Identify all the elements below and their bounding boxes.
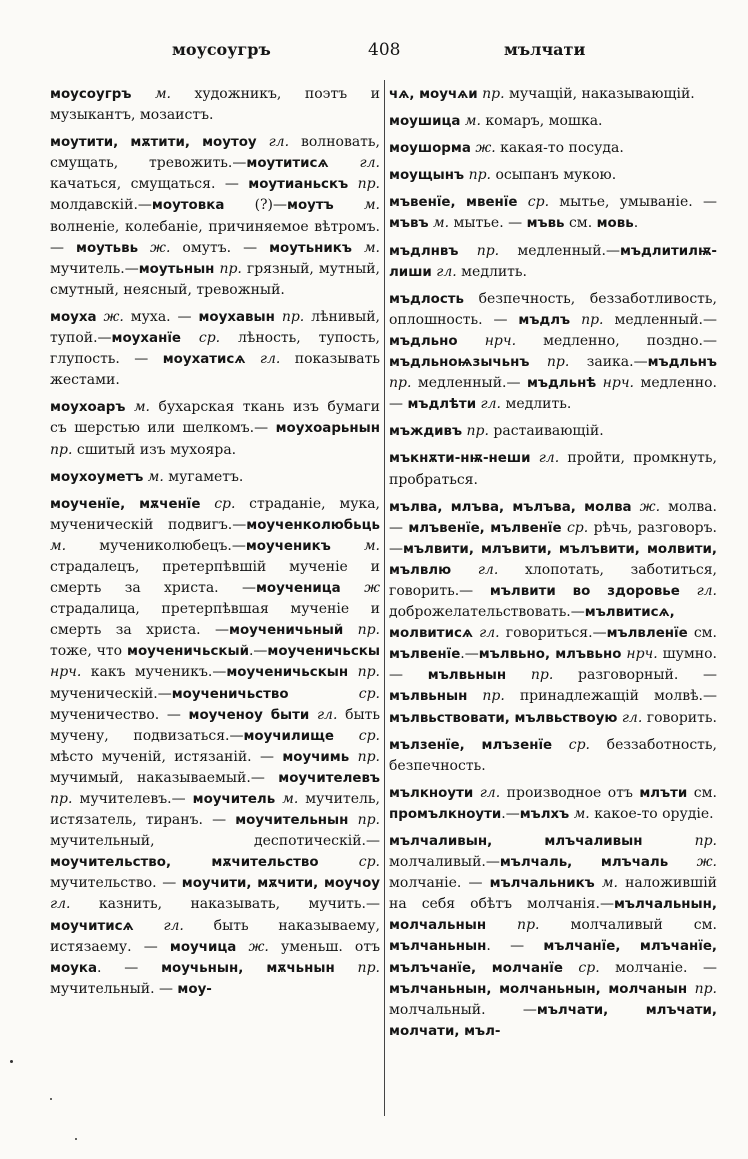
headword: моучительство, мѫчительство (50, 855, 319, 871)
grammar-label: м. (433, 215, 450, 232)
definition-text: заика.— (569, 354, 648, 371)
headword: мълвленїе (606, 626, 688, 642)
headword: моусоугръ (50, 87, 132, 102)
grammar-label: ср. (198, 330, 221, 347)
headword: моутити, мѫтити, моутоу (50, 135, 257, 151)
headword: мъдльно (389, 333, 458, 349)
definition-text: медлить. (501, 396, 572, 413)
definition-text: говориться.— (499, 625, 607, 642)
definition-text (200, 496, 214, 512)
grammar-label: пр. (476, 242, 500, 259)
headword: мъдлость (389, 291, 464, 307)
headword: моученикъ (245, 538, 331, 554)
definition-text: медленный.— (499, 242, 620, 259)
definition-text (451, 562, 478, 578)
definition-text: мытье. — (449, 215, 527, 232)
definition-text (319, 854, 359, 870)
headword: моухатисѧ (162, 352, 246, 368)
headword: моушица (389, 114, 461, 130)
grammar-label: ср. (358, 685, 380, 702)
grammar-label: пр. (581, 311, 604, 328)
definition-text: какъ мученикъ.— (81, 664, 227, 681)
dictionary-entry (50, 467, 380, 488)
headword: моу- (177, 981, 212, 997)
grammar-label: пр. (468, 167, 491, 184)
headword: моученоу быти (188, 707, 310, 723)
dictionary-entry (389, 735, 717, 777)
headword: моучителевъ (278, 770, 380, 786)
definition-text (680, 583, 697, 599)
definition-text: молчаливый.— (389, 854, 500, 871)
grammar-label: ж. (150, 239, 171, 256)
definition-text: казнить, наказывать, мучить.— (70, 896, 380, 913)
definition-text: грязный, мутный, смутный, неясный, тревожный. (50, 260, 381, 298)
headword: мъвь (526, 216, 565, 232)
grammar-label: м. (147, 468, 164, 485)
definition-text (348, 176, 357, 192)
grammar-label: пр. (357, 959, 380, 976)
headword: моуха (50, 309, 97, 325)
headword: моухоуметъ (50, 469, 144, 485)
definition-text (331, 538, 364, 554)
definition-text: показывать жестами. (50, 351, 380, 389)
running-header (50, 40, 716, 68)
grammar-label: гл. (259, 351, 281, 368)
headword: мъвъ (389, 216, 429, 232)
headword: мълчаль, млъчаль (499, 855, 669, 871)
definition-text (517, 194, 527, 210)
headword: моучитисѧ (50, 918, 134, 934)
definition-text (643, 833, 695, 849)
definition-text: какое-то орудіе. (589, 805, 714, 822)
headword: мълчаньнын, молчаньнын, молчанын (389, 981, 688, 997)
definition-text: принадлежащій молвѣ.— (504, 688, 717, 705)
definition-text: .— (248, 643, 268, 660)
headword: млъти (639, 785, 688, 801)
headword: мъдлѣти (407, 397, 477, 413)
grammar-label: пр. (482, 688, 505, 705)
definition-text: мученическій.— (50, 685, 172, 702)
headword: мълвити во здоровье (489, 583, 680, 599)
headword: мълчаньнын (389, 939, 487, 955)
grammar-label: ж. (696, 854, 718, 871)
dictionary-entry (389, 192, 717, 234)
definition-text: уменьш. отъ (268, 938, 380, 955)
definition-text (486, 917, 517, 933)
headword: мълчальнын, молчальнын (389, 897, 717, 934)
headword: моученица (255, 581, 341, 597)
grammar-label: гл. (480, 396, 501, 413)
left-column (50, 84, 380, 1006)
grammar-label: пр. (357, 812, 381, 829)
dictionary-entry (389, 497, 717, 729)
headword: мълчаливын, млъчаливын (389, 834, 643, 849)
dictionary-entry (389, 165, 717, 186)
definition-text: мѣсто мученій, истязаній. — (50, 748, 283, 765)
headword: моутитисѧ (246, 156, 329, 172)
definition-text: комаръ, мошка. (480, 113, 603, 130)
definition-text: безпечность, беззаботливость, оплошность. — (389, 290, 717, 328)
headword: мъдльнѣ (526, 376, 597, 392)
definition-text: (?)— (224, 197, 288, 214)
grammar-label: ср. (214, 495, 236, 512)
headword: моучилище (243, 728, 335, 744)
definition-text: страдалецъ, претерпѣвшій мученіе и смерть за христа. — (50, 558, 380, 597)
definition-text: молдавскій.— (50, 197, 152, 214)
grammar-label: гл. (696, 582, 718, 599)
definition-text (563, 960, 578, 976)
definition-text (257, 134, 269, 150)
definition-text (458, 243, 476, 259)
definition-text: . (633, 215, 639, 232)
definition-text: качаться, смущаться. — (50, 176, 249, 193)
definition-text (467, 688, 482, 704)
headword: моученичьство (171, 686, 289, 702)
grammar-label: нрч. (484, 332, 517, 349)
definition-text: какая-то посуда. (495, 140, 624, 157)
headword: моуханїе (111, 331, 182, 347)
definition-text: .— (460, 646, 479, 663)
headword: мълвьнын (427, 668, 507, 684)
headword: моученичьскын (226, 665, 349, 681)
definition-text: растаивающій. (488, 423, 604, 440)
grammar-label: ж. (248, 938, 269, 955)
headword: моутьнын (138, 261, 215, 277)
definition-text: . — (97, 959, 162, 976)
definition-text: производное отъ (500, 784, 640, 801)
dictionary-entry (389, 289, 717, 416)
headword: моучьнын, мѫчьнын (161, 960, 335, 976)
grammar-label: нрч. (626, 646, 658, 663)
grammar-label: м. (363, 197, 380, 214)
headword: мълхъ (519, 806, 570, 822)
headword: моухоарьнын (275, 421, 380, 437)
definition-text: омутъ. — (170, 239, 270, 256)
dictionary-entry (50, 494, 380, 1000)
definition-text (131, 86, 155, 102)
definition-text: быть наказываему, истязаему. — (50, 917, 380, 955)
definition-text: осыпанъ мукою. (491, 167, 617, 184)
definition-text: мучитель.— (50, 260, 139, 277)
definition-text (134, 918, 164, 934)
definition-text (595, 875, 602, 891)
headword: моученичьскый (127, 644, 249, 660)
headword: моученичьскы (267, 644, 380, 660)
headword: млъвенїе, мълвенїе (408, 520, 562, 536)
headword: моученїе, мѫченїе (50, 496, 201, 512)
headword: моухоаръ (50, 400, 126, 416)
headword: мълчальникъ (489, 876, 595, 892)
headword: моутьвь (76, 240, 139, 256)
definition-text: молчаливый см. (539, 917, 717, 934)
grammar-label: гл. (436, 263, 457, 280)
definition-text: сшитый изъ мухояра. (72, 441, 237, 458)
dictionary-entry (389, 448, 717, 490)
definition-text: медленный.— (603, 311, 718, 328)
definition-text (341, 580, 364, 596)
headword: моутовка (151, 198, 225, 214)
definition-text: мучащій, наказывающій. (504, 86, 695, 102)
headword: моущынъ (389, 168, 465, 184)
definition-text (181, 330, 199, 346)
headword: моухавын (198, 309, 275, 325)
definition-text (289, 686, 359, 702)
grammar-label: ср. (578, 959, 600, 976)
grammar-label: м. (50, 537, 67, 554)
definition-text (334, 728, 359, 744)
column-divider (384, 80, 385, 1116)
grammar-label: пр. (357, 622, 381, 639)
definition-text: мучитель, истязатель, тиранъ. — (50, 791, 380, 829)
definition-text: см. (687, 784, 717, 801)
headword: мъдльноѩзычьнъ (389, 355, 530, 371)
definition-text (343, 622, 357, 638)
grammar-label: пр. (694, 833, 717, 849)
dictionary-entry (389, 421, 717, 442)
definition-text: мучительный. — (50, 980, 178, 997)
definition-text (334, 197, 364, 213)
headword: мълчанїе, млъчанїе, мълъчанїе, молчанїе (389, 939, 717, 976)
grammar-label: м. (464, 113, 481, 130)
definition-text: говорить. (642, 709, 717, 726)
grammar-label: пр. (546, 354, 570, 371)
grammar-label: пр. (389, 375, 412, 392)
headword: моучительнын (235, 813, 349, 829)
definition-text: страданіе, мука, мученическій подвигъ.— (50, 495, 380, 533)
dictionary-entry (389, 831, 717, 1042)
grammar-label: м. (282, 791, 299, 807)
header-right-word: мълчати (504, 40, 586, 59)
definition-text (335, 960, 358, 976)
grammar-label: пр. (357, 176, 380, 193)
definition-text: . — (486, 938, 544, 955)
grammar-label: пр. (50, 791, 73, 807)
definition-text: беззаботность, безпечность. (389, 736, 717, 774)
definition-text (329, 155, 360, 171)
grammar-label: м. (363, 239, 381, 256)
definition-text: медленно.— (389, 375, 717, 413)
dictionary-entry (389, 111, 717, 132)
grammar-label: нрч. (50, 664, 82, 681)
headword: мълвьно, млъвьно (478, 647, 622, 663)
definition-text (529, 354, 546, 370)
definition-text: мучителевъ.— (72, 791, 193, 807)
headword: моученичьный (229, 623, 344, 639)
definition-text: тоже, что (50, 643, 127, 660)
definition-text: пройти, промкнуть, пробраться. (389, 450, 717, 488)
definition-text: медленно, поздно.— (516, 332, 718, 349)
grammar-label: м. (601, 875, 618, 892)
definition-text (352, 240, 364, 256)
definition-text: мучительный, деспотическій.— (50, 833, 380, 850)
grammar-label: ср. (358, 727, 381, 744)
definition-text: .— (501, 805, 520, 822)
headword: чѧ, моучѧи (389, 87, 478, 102)
grammar-label: ж. (639, 498, 661, 515)
grammar-label: ср. (358, 854, 380, 871)
definition-text: мученичество. — (50, 706, 189, 723)
page-number: 408 (368, 40, 401, 60)
definition-text: наложившій на себя обѣтъ молчанія.— (389, 875, 718, 913)
definition-text: художникъ, поэтъ и музыкантъ, мозаистъ. (50, 86, 381, 124)
definition-text (668, 854, 696, 870)
headword: промълкноути (389, 806, 502, 822)
grammar-label: гл. (268, 134, 290, 151)
definition-text (349, 749, 357, 765)
definition-text (348, 664, 357, 680)
definition-text: см. (564, 215, 597, 232)
grammar-label: ж. (475, 140, 496, 157)
headword: мъждивъ (389, 424, 463, 440)
grammar-label: ср. (527, 194, 550, 211)
headword: моучити, мѫчити, моучоу (181, 876, 380, 892)
headword: мълчати, млъчати, молчати, мъл- (389, 1002, 717, 1039)
grammar-label: ср. (566, 519, 589, 536)
headword: мълва, млъва, мълъва, молва (389, 499, 632, 515)
grammar-label: пр. (219, 260, 242, 277)
right-column (389, 84, 717, 1048)
definition-text (458, 333, 485, 349)
grammar-label: м. (573, 805, 590, 822)
definition-text (570, 312, 581, 328)
dictionary-entry (389, 138, 717, 159)
grammar-label: пр. (357, 664, 381, 681)
headword: мъдлъ (518, 312, 571, 328)
definition-text: молчаніе. — (389, 875, 490, 892)
definition-text: доброжелательствовать.— (389, 604, 585, 621)
definition-text: медлить. (456, 263, 527, 280)
headword: моушорма (389, 141, 471, 157)
grammar-label: пр. (482, 86, 505, 102)
headword: моука (50, 960, 97, 976)
definition-text (348, 812, 357, 828)
grammar-label: пр. (530, 667, 554, 684)
grammar-label: пр. (466, 423, 489, 440)
definition-text (552, 737, 569, 753)
dictionary-entry (389, 241, 717, 283)
grammar-label: пр. (357, 748, 380, 765)
definition-text: волненіе, колебаніе, причиняемое вѣтромъ. — (50, 218, 380, 256)
headword: моутианьскъ (248, 177, 349, 193)
definition-text: разговорный. — (553, 667, 718, 684)
grammar-label: ср. (568, 736, 591, 753)
headword: мъвенїе, мвенїе (389, 195, 518, 211)
definition-text: мучимый, наказываемый.— (50, 769, 279, 786)
definition-text: мучительство. — (50, 875, 182, 892)
headword: мълвенїе (389, 647, 461, 663)
definition-text (245, 351, 259, 367)
definition-text: муха. — (123, 308, 199, 325)
definition-text (125, 399, 134, 415)
definition-text: молва. — (389, 498, 718, 536)
headword: мълвьнын (389, 689, 468, 705)
definition-text: мытье, умываніе. — (549, 194, 718, 211)
definition-text: шумно. — (389, 646, 717, 684)
definition-text: молчаніе. — (599, 959, 717, 976)
grammar-label: ж. (103, 308, 124, 325)
grammar-label: гл. (50, 896, 71, 913)
dictionary-entry (389, 84, 717, 105)
headword: моучимь (282, 749, 350, 765)
headword: мъдлитилѭ-лиши (389, 243, 717, 280)
grammar-label: гл. (538, 450, 560, 467)
grammar-label: гл. (316, 706, 338, 723)
definition-text: рѣчь, разговоръ.— (389, 519, 718, 557)
definition-text: страдалица, претерпѣвшая мученіе и смерть за христа. — (50, 601, 380, 639)
header-left-word: моусоугръ (172, 40, 271, 59)
grammar-label: м. (363, 537, 380, 554)
definition-text: волновать, смущать, тревожить.— (50, 134, 380, 172)
dictionary-entry (389, 783, 717, 825)
headword: мъдльнъ (647, 355, 717, 371)
headword: мълвьствовати, мълвьствоую (389, 710, 618, 726)
grammar-label: гл. (359, 155, 380, 172)
definition-text (236, 939, 248, 955)
grammar-label: пр. (281, 308, 305, 325)
grammar-label: пр. (50, 441, 73, 458)
definition-text: мучениколюбецъ.— (66, 537, 246, 554)
headword: мълзенїе, млъзенїе (389, 737, 553, 753)
definition-text: лѣнивый, тупой.— (50, 308, 380, 347)
definition-text: лѣность, тупость, глупость. — (50, 330, 380, 368)
definition-text (309, 707, 317, 723)
definition-text: см. (687, 625, 718, 642)
definition-text: мугаметъ. (163, 468, 244, 485)
definition-text (632, 499, 640, 515)
definition-text (530, 450, 538, 466)
headword: мъкнѫти-нѭ-неши (389, 451, 531, 467)
definition-text (687, 981, 694, 997)
grammar-label: гл. (621, 709, 643, 726)
grammar-label: м. (133, 399, 150, 416)
definition-text: хлопотать, заботиться, говорить.— (389, 561, 718, 599)
definition-text: медленный.— (411, 375, 527, 392)
definition-text: быть мучену, подвизаться.— (50, 706, 381, 744)
headword: моучитель (192, 792, 276, 807)
grammar-label: пр. (517, 917, 540, 934)
headword: моученколюбьць (246, 517, 380, 533)
headword: моутъ (287, 198, 334, 214)
definition-text: бухарская ткань изъ бумаги съ шерстью или шелкомъ.— (50, 399, 380, 437)
headword: мъдлнвъ (389, 243, 459, 259)
dictionary-entry (50, 307, 380, 391)
definition-text (138, 240, 150, 256)
headword: моучица (169, 939, 237, 955)
grammar-label: гл. (479, 625, 500, 642)
definition-text: молчальный. — (389, 1001, 537, 1018)
grammar-label: гл. (479, 784, 501, 801)
headword: моутьникъ (269, 240, 352, 256)
headword: мълкноути (389, 785, 474, 801)
headword: мълвити, млъвити, мълъвити, молвити, мълвлю (389, 541, 717, 578)
grammar-label: гл. (163, 917, 184, 934)
grammar-label: нрч. (602, 375, 634, 392)
definition-text (275, 309, 282, 325)
grammar-label: гл. (477, 561, 499, 578)
dictionary-entry (50, 397, 380, 460)
dictionary-entry (50, 84, 380, 126)
definition-text (506, 667, 531, 683)
grammar-label: пр. (694, 980, 718, 997)
headword: мълвитисѧ, молвитисѧ (389, 605, 675, 642)
dictionary-entry (50, 132, 380, 301)
headword: мовь (596, 216, 634, 232)
grammar-label: ж (364, 580, 380, 597)
grammar-label: м. (154, 86, 171, 102)
